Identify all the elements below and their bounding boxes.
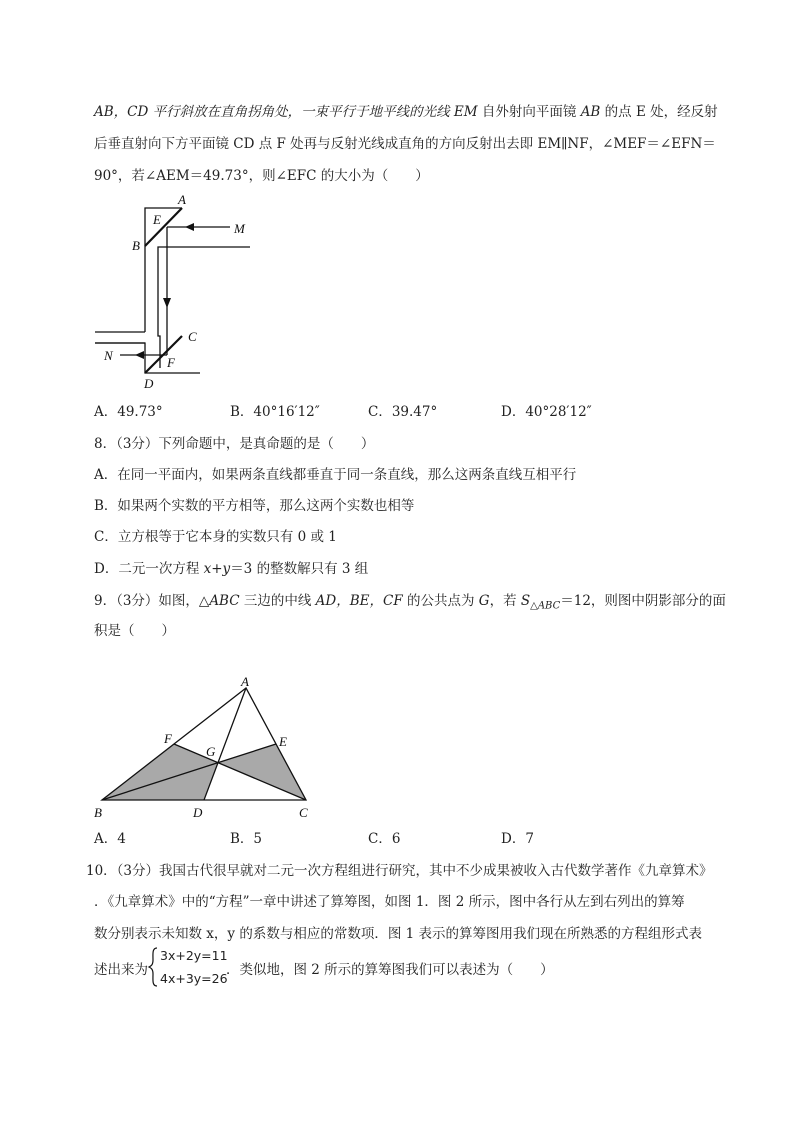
q7-mirror-figure	[90, 188, 260, 398]
q10-line-4-pre: 述出来为	[94, 962, 148, 978]
q7-label-C: C	[188, 329, 197, 344]
q9-label-C: C	[299, 805, 308, 820]
q7-label-B: B	[132, 238, 140, 253]
q8-option-b: B．如果两个实数的平方相等，那么这两个实数也相等	[94, 498, 415, 514]
q9-line1-mid3: ，若	[489, 593, 521, 609]
q9-line-1	[94, 592, 726, 616]
q7-label-D: D	[144, 376, 154, 391]
q9-line1-abc: ABC	[209, 593, 240, 609]
q9-line1-sub: △ABC	[530, 600, 561, 612]
q9-option-c: C．6	[368, 831, 401, 847]
q9-label-G: G	[206, 744, 216, 759]
q8-option-a: A．在同一平面内，如果两条直线都垂直于同一条直线，那么这两条直线互相平行	[94, 467, 577, 483]
q8-option-d-post: ＝3 的整数解只有 3 组	[230, 561, 369, 577]
q8-option-d-pre: D．二元一次方程	[94, 561, 204, 577]
q7-label-N: N	[104, 348, 113, 363]
q7-line1-ab: AB	[580, 104, 601, 120]
q9-option-a: A．4	[94, 831, 126, 847]
q7-line-1	[94, 103, 718, 121]
q9-line1-g: G	[478, 593, 490, 609]
q7-line-2: 后垂直射向下方平面镜 CD 点 F 处再与反射光线成直角的方向反射出去即 EM∥NF，∠MEF＝∠EFN＝	[94, 136, 716, 152]
q7-line1-mid: 自外射向平面镜	[477, 104, 581, 120]
q7-option-c: C．39.47°	[368, 404, 438, 420]
q7-option-d: D．40°28′12″	[501, 404, 592, 420]
q9-label-B: B	[94, 805, 102, 820]
q7-label-E: E	[153, 212, 161, 227]
q8-stem: 8．（3分）下列命题中，是真命题的是（ ）	[94, 436, 375, 452]
q7-line1-pre: AB，CD 平行斜放在直角拐角处，一束平行于地平线的光线	[94, 104, 454, 120]
q7-line-3: 90°，若∠AEM＝49.73°，则∠EFC 的大小为（ ）	[94, 168, 429, 184]
q7-option-a: A．49.73°	[94, 404, 163, 420]
q10-equation-2: 4x+3y=26	[160, 971, 228, 986]
q9-triangle-figure	[88, 676, 320, 824]
q10-line-2: ．《九章算术》中的“方程”一章中讲述了算筹图，如图 1．图 2 所示，图中各行从左到右列出的算筹	[94, 894, 685, 910]
q9-line1-pre: 9．（3分）如图，△	[94, 593, 210, 609]
q10-line-4-post: ．类似地，图 2 所示的算筹图我们可以表述为（ ）	[226, 962, 554, 978]
q10-system-brace	[147, 946, 159, 988]
q8-option-c: C．立方根等于它本身的实数只有 0 或 1	[94, 529, 337, 545]
q7-label-M: M	[234, 221, 245, 236]
q10-line-1: 10．（3分）我国古代很早就对二元一次方程组进行研究，其中不少成果被收入古代数学著作《九章算术》	[86, 863, 713, 879]
q7-label-A: A	[178, 192, 186, 207]
q9-label-E: E	[279, 734, 287, 749]
q7-line1-em: EM	[453, 104, 478, 120]
q7-label-F: F	[167, 355, 175, 370]
q8-option-d	[94, 560, 368, 578]
q9-option-b: B．5	[230, 831, 263, 847]
q9-line-2: 积是（ ）	[94, 623, 175, 639]
q7-option-b: B．40°16′12″	[230, 404, 320, 420]
q7-line1-post: 的点 E 处，经反射	[600, 104, 718, 120]
q9-label-A: A	[241, 676, 249, 689]
q9-label-D: D	[193, 805, 203, 820]
q10-equation-1: 3x+2y=11	[160, 948, 228, 963]
q9-line1-mid2: 的公共点为	[402, 593, 479, 609]
q9-line1-post: ＝12，则图中阴影部分的面	[560, 593, 726, 609]
q8-option-d-eq: x+y	[203, 561, 231, 577]
q10-line-3: 数分别表示未知数 x，y 的系数与相应的常数项．图 1 表示的算筹图用我们现在所熟悉的方程组形式表	[94, 926, 702, 942]
q9-option-d: D．7	[501, 831, 534, 847]
q9-label-F: F	[164, 731, 172, 746]
q9-line1-mid: 三边的中线	[239, 593, 316, 609]
q9-line1-s: S	[520, 593, 531, 609]
q9-line1-medians: AD，BE，CF	[315, 593, 403, 609]
